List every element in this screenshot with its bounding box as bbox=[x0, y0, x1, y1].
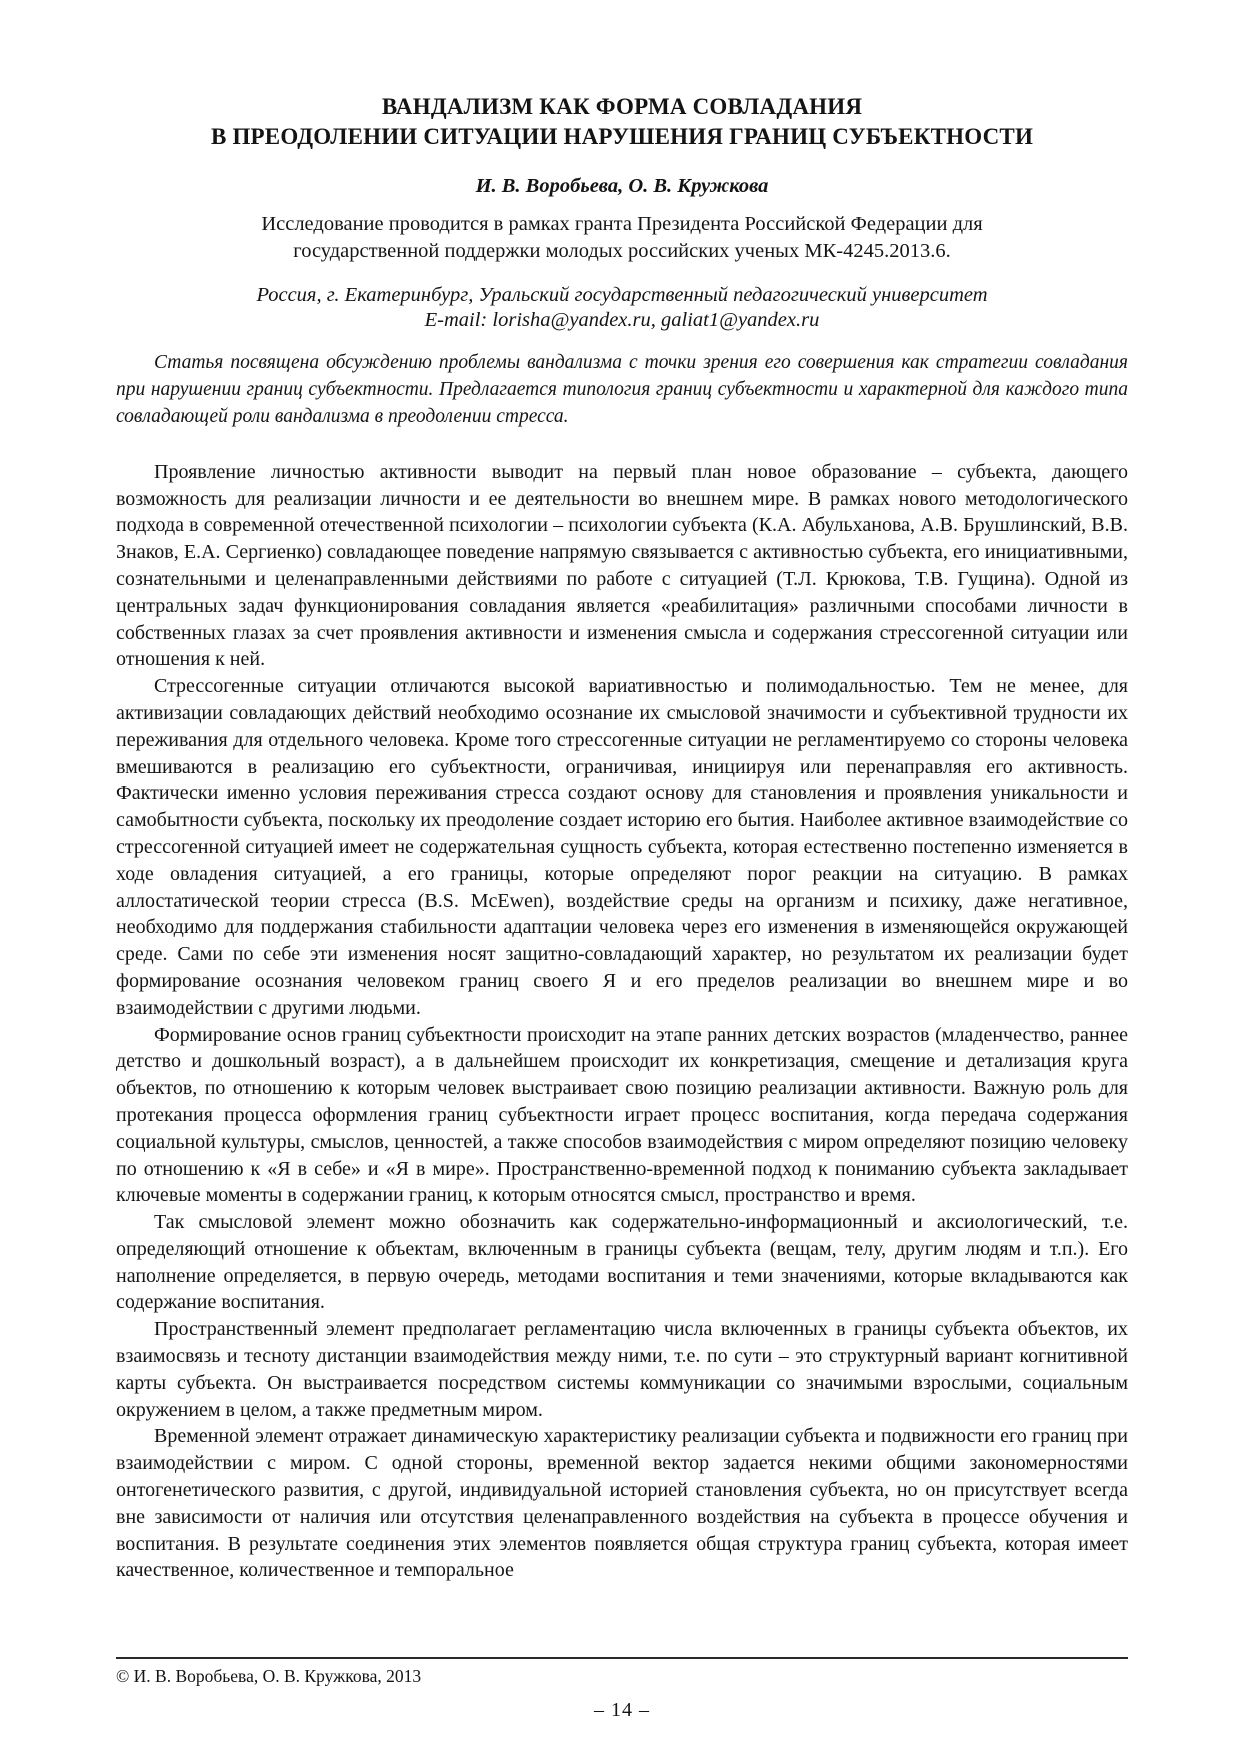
affiliation-line: Россия, г. Екатеринбург, Уральский государственный педагогический университет bbox=[256, 284, 988, 307]
email-line bbox=[116, 309, 1128, 332]
page-number: – 14 – bbox=[594, 1699, 650, 1721]
authors-line: И. В. Воробьева, О. В. Кружкова bbox=[475, 174, 769, 197]
paper-title-line2: В ПРЕОДОЛЕНИИ СИТУАЦИИ НАРУШЕНИЯ ГРАНИЦ СУБЪЕКТНОСТИ bbox=[210, 124, 1034, 150]
paper-title-line1: ВАНДАЛИЗМ КАК ФОРМА СОВЛАДАНИЯ bbox=[381, 94, 863, 119]
article-body bbox=[116, 459, 1128, 1584]
body-paragraph-3: Формирование основ границ субъектности происходит на этапе ранних детских возрастов (младенчество, раннее детство и дошкольный возраст), а в дальнейшем происходит их конкретизация, смещение и детализация круга объектов, по отношению к которым человек выстраивает свою позицию реализации активности. Важную роль для протекания процесса оформления границ субъектности играет процесс воспитания, когда передача содержания социальной культуры, смыслов, ценностей, а также способов взаимодействия с миром определяют позицию человеку по отношению к «Я в себе» и «Я в мире». Пространственно-временной подход к пониманию субъекта закладывает ключевые моменты в содержании границ, к которым относятся смысл, пространство и время. bbox=[116, 1023, 1128, 1207]
email-label: E-mail: bbox=[424, 309, 488, 332]
abstract-text: Статья посвящена обсуждению проблемы вандализма с точки зрения его совершения как стратегии совладания при нарушении границ субъектности. Предлагается типология границ субъектности и характерной для каждого типа совладающей роли вандализма в преодолении стресса. bbox=[116, 352, 1128, 427]
paper-title bbox=[116, 92, 1128, 153]
body-paragraph-4: Так смысловой элемент можно обозначить как содержательно-информационный и аксиологический, т.е. определяющий отношение к объектам, включенным в границы субъекта (вещам, телу, другим людям и т.п.). Его наполнение определяется, в первую очередь, методами воспитания и теми значениями, которые вкладываются как содержание воспитания. bbox=[116, 1211, 1128, 1314]
page-footer bbox=[116, 1657, 1128, 1722]
copyright-line: © И. В. Воробьева, О. В. Кружкова, 2013 bbox=[116, 1666, 422, 1686]
body-paragraph-1: Проявление личностью активности выводит на первый план новое образование – субъекта, дающего возможность для реализации личности и ее деятельности во внешнем мире. В рамках нового методологического подхода в современной отечественной психологии – психологии субъекта (К.А. Абульханова, А.В. Брушлинский, В.В. Знаков, Е.А. Сергиенко) совладающее поведение напрямую связывается с активностью субъекта, его инициативными, сознательными и целенаправленными действиями по работе с ситуацией (Т.Л. Крюкова, Т.В. Гущина). Одной из центральных задач функционирования совладания является «реабилитация» различными способами личности в собственных глазах за счет проявления активности и изменения смысла и содержания стрессогенной ситуации или отношения к ней. bbox=[116, 460, 1128, 671]
body-paragraph-5: Пространственный элемент предполагает регламентацию числа включенных в границы субъекта объектов, их взаимосвязь и тесноту дистанции взаимодействия между ними, т.е. по сути – это структурный вариант когнитивной карты субъекта. Он выстраивается посредством системы коммуникации со значимыми взрослыми, социальным окружением в целом, а также предметным миром. bbox=[116, 1318, 1128, 1421]
body-paragraph-2: Стрессогенные ситуации отличаются высокой вариативностью и полимодальностью. Тем не менее, для активизации совладающих действий необходимо осознание их смысловой значимости и субъективной трудности их переживания для отдельного человека. Кроме того стрессогенные ситуации не регламентируемо со стороны человека вмешиваются в реализацию его субъектности, ограничивая, инициируя или перенаправляя его активность. Фактически именно условия переживания стресса создают основу для становления и проявления уникальности и самобытности субъекта, поскольку их преодоление создает историю его бытия. Наиболее активное взаимодействие со стрессогенной ситуацией имеет не содержательная сущность субъекта, которая естественно постепенно изменяется в ходе овладения ситуацией, а его границы, которые определяют порог реакции на ситуацию. В рамках аллостатической теории стресса (B.S. McEwen), воздействие среды на организм и психику, даже негативное, необходимо для поддержания стабильности адаптации человека через его изменения в изменяющейся окружающей среде. Сами по себе эти изменения носят защитно-совладающий характер, но результатом их реализации будет формирование осознания человеком границ своего Я и его пределов реализации во внешнем мире и во взаимодействии с другими людьми. bbox=[116, 675, 1128, 1019]
body-paragraph-6: Временной элемент отражает динамическую характеристику реализации субъекта и подвижности его границ при взаимодействии с миром. С одной стороны, временной вектор задается некими общими закономерностями онтогенетического развития, с другой, индивидуальной историей становления субъекта, но он присутствует всегда вне зависимости от наличия или отсутствия целенаправленного воздействия на субъекта в процессе обучения и воспитания. В результате соединения этих элементов появляется общая структура границ субъекта, которая имеет качественное, количественное и темпоральное bbox=[116, 1425, 1128, 1582]
grant-note: Исследование проводится в рамках гранта Президента Российской Федерации для государственной поддержки молодых российских ученых МК-4245.2013.6. bbox=[261, 212, 983, 263]
email-addresses: lorisha@yandex.ru, galiat1@yandex.ru bbox=[492, 309, 820, 332]
